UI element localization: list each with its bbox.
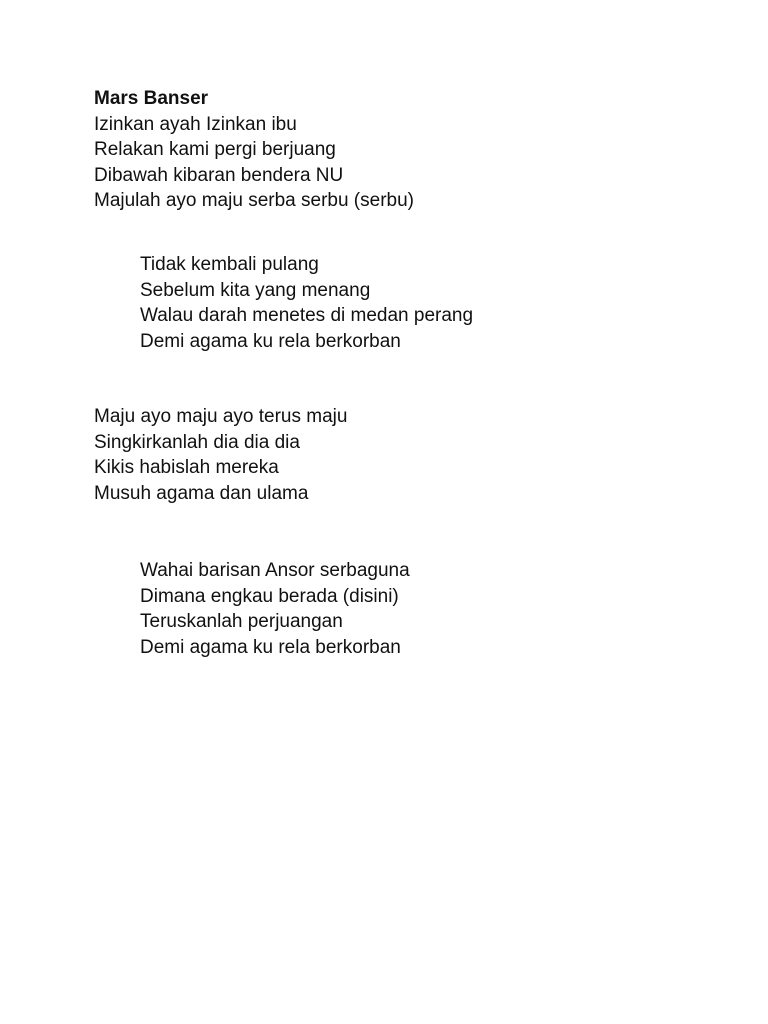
lyric-line: Wahai barisan Ansor serbaguna [140,560,410,581]
lyric-line: Demi agama ku rela berkorban [140,330,401,352]
stanza-3 [94,404,347,506]
lyric-line: Dimana engkau berada (disini) [140,585,399,607]
stanza-1 [94,112,414,214]
lyric-line: Dibawah kibaran bendera NU [94,164,344,186]
lyric-line: Tidak kembali pulang [140,254,319,275]
stanza-2 [140,252,473,354]
song-title: Mars Banser [94,88,209,109]
lyric-line: Kikis habislah mereka [94,457,279,478]
lyric-line: Musuh agama dan ulama [94,482,309,504]
lyric-line: Teruskanlah perjuangan [140,611,343,632]
lyric-line: Relakan kami pergi berjuang [94,139,336,160]
lyric-line: Sebelum kita yang menang [140,279,371,301]
stanza-4 [140,558,410,660]
lyric-line: Demi agama ku rela berkorban [140,636,401,658]
lyric-line: Walau darah menetes di medan perang [140,305,474,326]
lyric-line: Izinkan ayah Izinkan ibu [94,113,297,135]
lyric-line: Maju ayo maju ayo terus maju [94,406,348,427]
lyric-line: Majulah ayo maju serba serbu (serbu) [94,190,414,211]
lyric-line: Singkirkanlah dia dia dia [94,431,300,453]
